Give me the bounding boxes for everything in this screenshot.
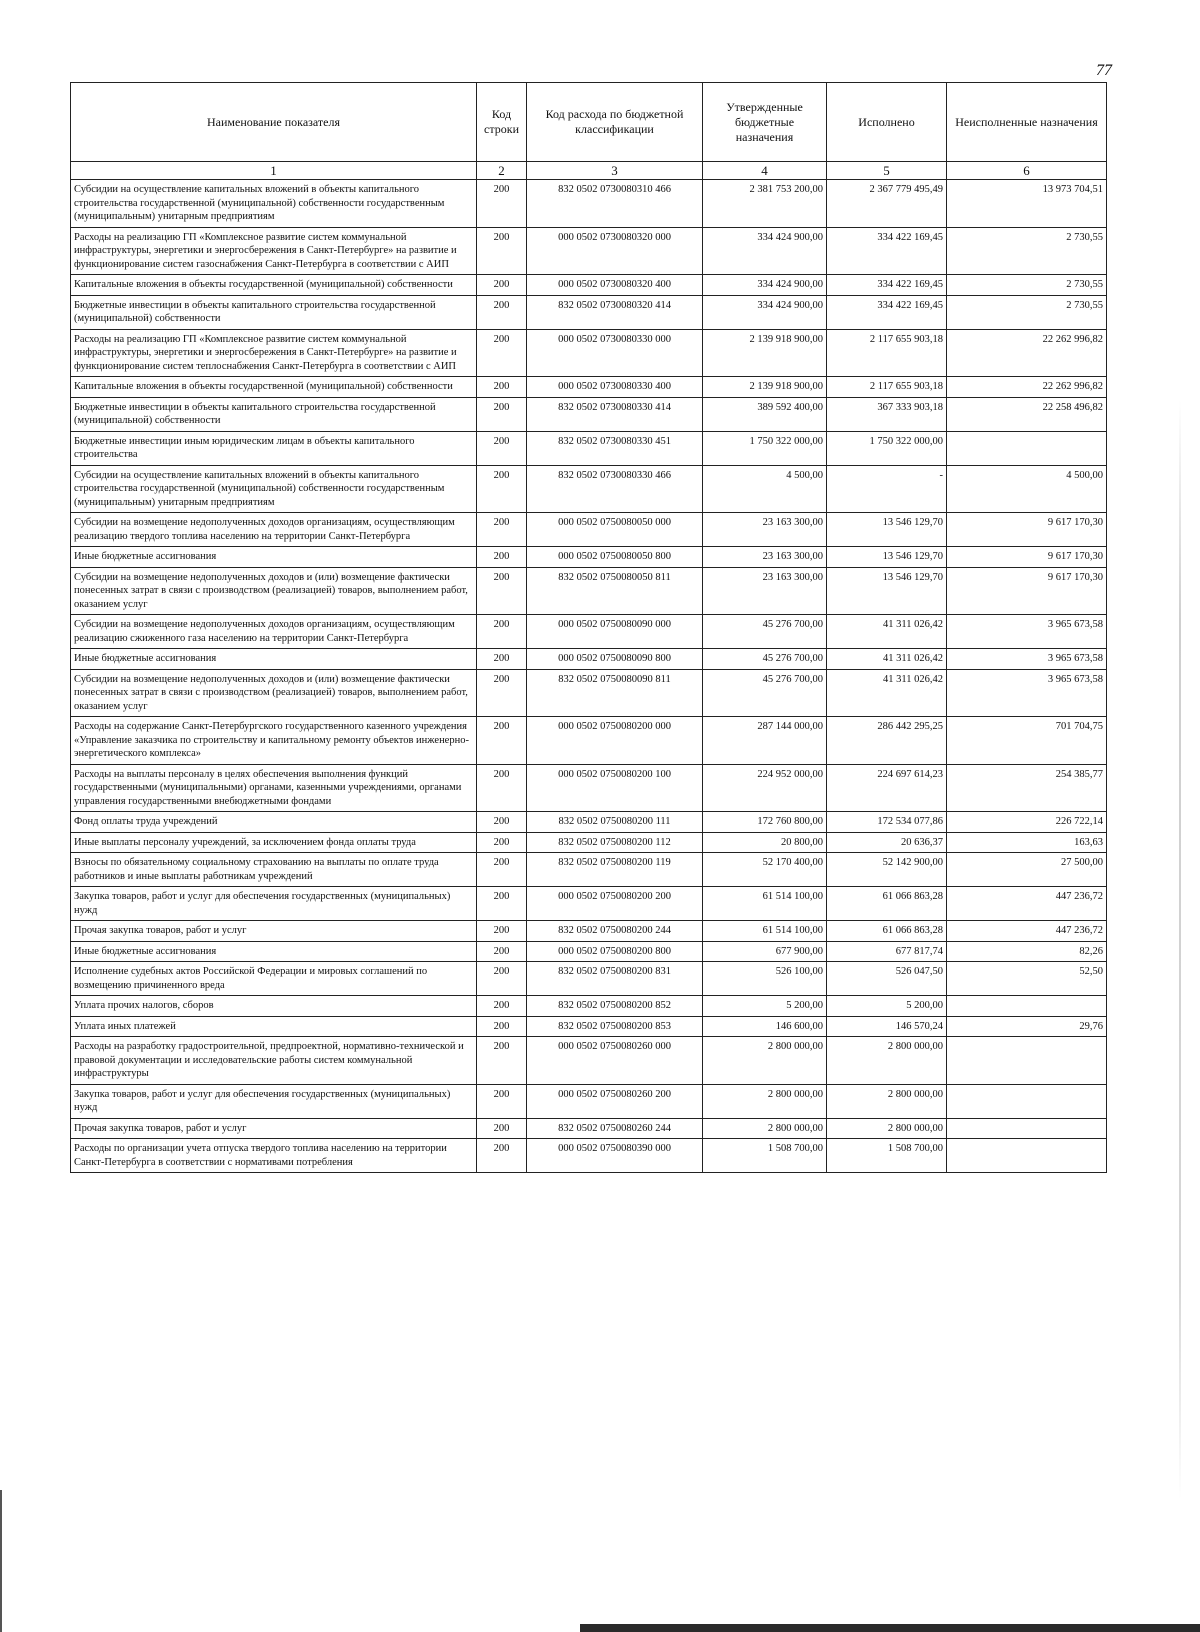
- row-name: Иные бюджетные ассигнования: [71, 649, 477, 670]
- executed-amount: 52 142 900,00: [827, 853, 947, 887]
- expense-code: 832 0502 0750080090 811: [527, 669, 703, 717]
- column-header-approved: Утвержденные бюджетные назначения: [703, 83, 827, 162]
- approved-amount: 2 381 753 200,00: [703, 180, 827, 228]
- executed-amount: 224 697 614,23: [827, 764, 947, 812]
- executed-amount: 5 200,00: [827, 996, 947, 1017]
- expense-code: 832 0502 0750080050 811: [527, 567, 703, 615]
- expense-code: 832 0502 0730080330 466: [527, 465, 703, 513]
- unexecuted-amount: [947, 996, 1107, 1017]
- scan-edge: [0, 1490, 2, 1632]
- unexecuted-amount: 82,26: [947, 941, 1107, 962]
- unexecuted-amount: 2 730,55: [947, 227, 1107, 275]
- approved-amount: 146 600,00: [703, 1016, 827, 1037]
- row-code: 200: [477, 996, 527, 1017]
- approved-amount: 2 800 000,00: [703, 1084, 827, 1118]
- executed-amount: 172 534 077,86: [827, 812, 947, 833]
- row-name: Расходы на разработку градостроительной, предпроектной, нормативно-технической и правовой документации и исследовательские работы систем коммунальной инфраструктуры: [71, 1037, 477, 1085]
- row-code: 200: [477, 717, 527, 765]
- expense-code: 832 0502 0750080200 852: [527, 996, 703, 1017]
- expense-code: 000 0502 0750080200 800: [527, 941, 703, 962]
- row-name: Расходы на выплаты персоналу в целях обеспечения выполнения функций государственными (муниципальными) органами, казенными учреждениями, органами управления государственными внебюджетными фондами: [71, 764, 477, 812]
- row-name: Исполнение судебных актов Российской Федерации и мировых соглашений по возмещению причиненного вреда: [71, 962, 477, 996]
- unexecuted-amount: 3 965 673,58: [947, 615, 1107, 649]
- executed-amount: 20 636,37: [827, 832, 947, 853]
- row-code: 200: [477, 615, 527, 649]
- expense-code: 832 0502 0730080330 451: [527, 431, 703, 465]
- executed-amount: 2 367 779 495,49: [827, 180, 947, 228]
- expense-code: 000 0502 0750080090 000: [527, 615, 703, 649]
- approved-amount: 61 514 100,00: [703, 921, 827, 942]
- row-name: Прочая закупка товаров, работ и услуг: [71, 1118, 477, 1139]
- expense-code: 000 0502 0750080200 000: [527, 717, 703, 765]
- table-row: [71, 1037, 1107, 1085]
- row-code: 200: [477, 465, 527, 513]
- expense-code: 000 0502 0750080200 200: [527, 887, 703, 921]
- approved-amount: 172 760 800,00: [703, 812, 827, 833]
- column-number: 5: [827, 162, 947, 180]
- executed-amount: 677 817,74: [827, 941, 947, 962]
- executed-amount: 1 750 322 000,00: [827, 431, 947, 465]
- column-header-row-code: Код строки: [477, 83, 527, 162]
- expense-code: 000 0502 0750080050 800: [527, 547, 703, 568]
- table-row: [71, 397, 1107, 431]
- expense-code: 000 0502 0750080050 000: [527, 513, 703, 547]
- row-name: Расходы на содержание Санкт-Петербургского государственного казенного учреждения «Управление заказчика по строительству и капитальному ремонту объектов инженерно-энергетического комплекса»: [71, 717, 477, 765]
- table-row: [71, 832, 1107, 853]
- table-row: [71, 717, 1107, 765]
- row-name: Бюджетные инвестиции иным юридическим лицам в объекты капитального строительства: [71, 431, 477, 465]
- approved-amount: 23 163 300,00: [703, 513, 827, 547]
- approved-amount: 20 800,00: [703, 832, 827, 853]
- row-name: Субсидии на возмещение недополученных доходов и (или) возмещение фактически понесенных затрат в связи с производством (реализацией) товаров, выполнением работ, оказанием услуг: [71, 669, 477, 717]
- approved-amount: 2 800 000,00: [703, 1118, 827, 1139]
- unexecuted-amount: 52,50: [947, 962, 1107, 996]
- row-code: 200: [477, 567, 527, 615]
- table-row: [71, 669, 1107, 717]
- unexecuted-amount: 3 965 673,58: [947, 669, 1107, 717]
- approved-amount: 334 424 900,00: [703, 295, 827, 329]
- expense-code: 832 0502 0750080200 831: [527, 962, 703, 996]
- row-code: 200: [477, 812, 527, 833]
- executed-amount: 146 570,24: [827, 1016, 947, 1037]
- row-code: 200: [477, 887, 527, 921]
- table-row: [71, 921, 1107, 942]
- row-name: Фонд оплаты труда учреждений: [71, 812, 477, 833]
- table-row: [71, 180, 1107, 228]
- approved-amount: 677 900,00: [703, 941, 827, 962]
- row-code: 200: [477, 377, 527, 398]
- executed-amount: 13 546 129,70: [827, 547, 947, 568]
- executed-amount: 367 333 903,18: [827, 397, 947, 431]
- unexecuted-amount: 447 236,72: [947, 921, 1107, 942]
- unexecuted-amount: 226 722,14: [947, 812, 1107, 833]
- approved-amount: 389 592 400,00: [703, 397, 827, 431]
- executed-amount: -: [827, 465, 947, 513]
- table-row: [71, 615, 1107, 649]
- table-row: [71, 329, 1107, 377]
- unexecuted-amount: 447 236,72: [947, 887, 1107, 921]
- table-row: [71, 1016, 1107, 1037]
- expense-code: 832 0502 0750080200 244: [527, 921, 703, 942]
- row-name: Расходы на реализацию ГП «Комплексное развитие систем коммунальной инфраструктуры, энергетики и энергосбережения в Санкт-Петербурге» на развитие и функционирование систем теплоснабжения Санкт-Петербурга в соответствии с АИП: [71, 329, 477, 377]
- row-name: Бюджетные инвестиции в объекты капитального строительства государственной (муниципальной) собственности: [71, 295, 477, 329]
- unexecuted-amount: [947, 1139, 1107, 1173]
- row-name: Расходы по организации учета отпуска твердого топлива населению на территории Санкт-Петербурга в соответствии с нормативами потребления: [71, 1139, 477, 1173]
- table-body: [71, 180, 1107, 1173]
- row-code: 200: [477, 180, 527, 228]
- approved-amount: 45 276 700,00: [703, 615, 827, 649]
- unexecuted-amount: [947, 1084, 1107, 1118]
- row-name: Субсидии на возмещение недополученных доходов и (или) возмещение фактически понесенных затрат в связи с производством (реализацией) товаров, выполнением работ, оказанием услуг: [71, 567, 477, 615]
- executed-amount: 2 800 000,00: [827, 1037, 947, 1085]
- expense-code: 000 0502 0750080390 000: [527, 1139, 703, 1173]
- table-row: [71, 1139, 1107, 1173]
- unexecuted-amount: 2 730,55: [947, 295, 1107, 329]
- approved-amount: 334 424 900,00: [703, 227, 827, 275]
- row-name: Расходы на реализацию ГП «Комплексное развитие систем коммунальной инфраструктуры, энергетики и энергосбережения в Санкт-Петербурге» на развитие и функционирование систем газоснабжения Санкт-Петербурга в соответствии с АИП: [71, 227, 477, 275]
- unexecuted-amount: 22 258 496,82: [947, 397, 1107, 431]
- unexecuted-amount: 9 617 170,30: [947, 547, 1107, 568]
- unexecuted-amount: [947, 431, 1107, 465]
- row-code: 200: [477, 1118, 527, 1139]
- column-number-row: [71, 162, 1107, 180]
- column-number: 3: [527, 162, 703, 180]
- table-row: [71, 567, 1107, 615]
- row-name: Прочая закупка товаров, работ и услуг: [71, 921, 477, 942]
- table-row: [71, 465, 1107, 513]
- row-code: 200: [477, 853, 527, 887]
- row-code: 200: [477, 275, 527, 296]
- unexecuted-amount: 27 500,00: [947, 853, 1107, 887]
- table-row: [71, 962, 1107, 996]
- unexecuted-amount: [947, 1118, 1107, 1139]
- approved-amount: 2 139 918 900,00: [703, 329, 827, 377]
- executed-amount: 2 800 000,00: [827, 1084, 947, 1118]
- unexecuted-amount: 9 617 170,30: [947, 513, 1107, 547]
- table-row: [71, 1118, 1107, 1139]
- row-code: 200: [477, 941, 527, 962]
- unexecuted-amount: 22 262 996,82: [947, 377, 1107, 398]
- table-row: [71, 1084, 1107, 1118]
- table-row: [71, 812, 1107, 833]
- unexecuted-amount: [947, 1037, 1107, 1085]
- expense-code: 832 0502 0750080260 244: [527, 1118, 703, 1139]
- table-row: [71, 377, 1107, 398]
- expense-code: 832 0502 0750080200 119: [527, 853, 703, 887]
- executed-amount: 334 422 169,45: [827, 275, 947, 296]
- unexecuted-amount: 13 973 704,51: [947, 180, 1107, 228]
- row-name: Взносы по обязательному социальному страхованию на выплаты по оплате труда работников и иные выплаты работникам учреждений: [71, 853, 477, 887]
- page-number: 77: [1096, 62, 1112, 79]
- approved-amount: 5 200,00: [703, 996, 827, 1017]
- row-code: 200: [477, 329, 527, 377]
- executed-amount: 334 422 169,45: [827, 227, 947, 275]
- row-code: 200: [477, 1016, 527, 1037]
- table-row: [71, 547, 1107, 568]
- table-row: [71, 887, 1107, 921]
- row-name: Субсидии на возмещение недополученных доходов организациям, осуществляющим реализацию твердого топлива населению на территории Санкт-Петербурга: [71, 513, 477, 547]
- unexecuted-amount: 22 262 996,82: [947, 329, 1107, 377]
- approved-amount: 45 276 700,00: [703, 669, 827, 717]
- approved-amount: 23 163 300,00: [703, 547, 827, 568]
- row-name: Субсидии на осуществление капитальных вложений в объекты капитального строительства государственной (муниципальной) собственности государственным (муниципальным) унитарным предприятиям: [71, 465, 477, 513]
- row-name: Закупка товаров, работ и услуг для обеспечения государственных (муниципальных) нужд: [71, 1084, 477, 1118]
- table-row: [71, 764, 1107, 812]
- approved-amount: 287 144 000,00: [703, 717, 827, 765]
- expense-code: 832 0502 0730080330 414: [527, 397, 703, 431]
- expense-code: 832 0502 0750080200 111: [527, 812, 703, 833]
- expense-code: 000 0502 0750080200 100: [527, 764, 703, 812]
- row-code: 200: [477, 1084, 527, 1118]
- table-row: [71, 941, 1107, 962]
- approved-amount: 52 170 400,00: [703, 853, 827, 887]
- table-row: [71, 853, 1107, 887]
- budget-execution-table: [70, 82, 1107, 1173]
- unexecuted-amount: 3 965 673,58: [947, 649, 1107, 670]
- executed-amount: 1 508 700,00: [827, 1139, 947, 1173]
- row-name: Уплата прочих налогов, сборов: [71, 996, 477, 1017]
- table-row: [71, 295, 1107, 329]
- approved-amount: 23 163 300,00: [703, 567, 827, 615]
- scan-edge: [1179, 400, 1181, 1500]
- unexecuted-amount: 701 704,75: [947, 717, 1107, 765]
- expense-code: 000 0502 0750080090 800: [527, 649, 703, 670]
- row-name: Капитальные вложения в объекты государственной (муниципальной) собственности: [71, 275, 477, 296]
- row-code: 200: [477, 547, 527, 568]
- expense-code: 000 0502 0750080260 200: [527, 1084, 703, 1118]
- executed-amount: 13 546 129,70: [827, 513, 947, 547]
- expense-code: 832 0502 0730080310 466: [527, 180, 703, 228]
- expense-code: 832 0502 0750080200 853: [527, 1016, 703, 1037]
- row-code: 200: [477, 921, 527, 942]
- table-row: [71, 513, 1107, 547]
- column-number: 2: [477, 162, 527, 180]
- column-header-executed: Исполнено: [827, 83, 947, 162]
- approved-amount: 1 508 700,00: [703, 1139, 827, 1173]
- column-header-kbk: Код расхода по бюджетной классификации: [527, 83, 703, 162]
- expense-code: 000 0502 0750080260 000: [527, 1037, 703, 1085]
- row-name: Закупка товаров, работ и услуг для обеспечения государственных (муниципальных) нужд: [71, 887, 477, 921]
- executed-amount: 13 546 129,70: [827, 567, 947, 615]
- executed-amount: 2 800 000,00: [827, 1118, 947, 1139]
- row-code: 200: [477, 962, 527, 996]
- row-name: Уплата иных платежей: [71, 1016, 477, 1037]
- expense-code: 000 0502 0730080320 400: [527, 275, 703, 296]
- row-name: Субсидии на осуществление капитальных вложений в объекты капитального строительства государственной (муниципальной) собственности государственным (муниципальным) унитарным предприятиям: [71, 180, 477, 228]
- row-name: Иные бюджетные ассигнования: [71, 547, 477, 568]
- column-number: 4: [703, 162, 827, 180]
- table-row: [71, 649, 1107, 670]
- row-code: 200: [477, 227, 527, 275]
- expense-code: 000 0502 0730080330 400: [527, 377, 703, 398]
- expense-code: 000 0502 0730080330 000: [527, 329, 703, 377]
- header-row: [71, 83, 1107, 162]
- row-code: 200: [477, 669, 527, 717]
- approved-amount: 45 276 700,00: [703, 649, 827, 670]
- executed-amount: 41 311 026,42: [827, 615, 947, 649]
- approved-amount: 1 750 322 000,00: [703, 431, 827, 465]
- executed-amount: 334 422 169,45: [827, 295, 947, 329]
- row-name: Иные бюджетные ассигнования: [71, 941, 477, 962]
- row-code: 200: [477, 1037, 527, 1085]
- executed-amount: 526 047,50: [827, 962, 947, 996]
- row-code: 200: [477, 649, 527, 670]
- approved-amount: 2 800 000,00: [703, 1037, 827, 1085]
- executed-amount: 286 442 295,25: [827, 717, 947, 765]
- column-header-name: Наименование показателя: [71, 83, 477, 162]
- row-code: 200: [477, 397, 527, 431]
- column-number: 1: [71, 162, 477, 180]
- executed-amount: 61 066 863,28: [827, 887, 947, 921]
- approved-amount: 4 500,00: [703, 465, 827, 513]
- executed-amount: 41 311 026,42: [827, 649, 947, 670]
- table-row: [71, 275, 1107, 296]
- row-name: Бюджетные инвестиции в объекты капитального строительства государственной (муниципальной) собственности: [71, 397, 477, 431]
- row-name: Иные выплаты персоналу учреждений, за исключением фонда оплаты труда: [71, 832, 477, 853]
- column-header-unexecuted: Неисполненные назначения: [947, 83, 1107, 162]
- scan-edge: [580, 1624, 1200, 1632]
- executed-amount: 2 117 655 903,18: [827, 329, 947, 377]
- unexecuted-amount: 254 385,77: [947, 764, 1107, 812]
- table-row: [71, 227, 1107, 275]
- row-code: 200: [477, 431, 527, 465]
- table-row: [71, 431, 1107, 465]
- executed-amount: 61 066 863,28: [827, 921, 947, 942]
- expense-code: 000 0502 0730080320 000: [527, 227, 703, 275]
- approved-amount: 61 514 100,00: [703, 887, 827, 921]
- expense-code: 832 0502 0730080320 414: [527, 295, 703, 329]
- unexecuted-amount: 29,76: [947, 1016, 1107, 1037]
- approved-amount: 224 952 000,00: [703, 764, 827, 812]
- approved-amount: 334 424 900,00: [703, 275, 827, 296]
- table-row: [71, 996, 1107, 1017]
- executed-amount: 2 117 655 903,18: [827, 377, 947, 398]
- row-code: 200: [477, 832, 527, 853]
- row-code: 200: [477, 1139, 527, 1173]
- expense-code: 832 0502 0750080200 112: [527, 832, 703, 853]
- unexecuted-amount: 2 730,55: [947, 275, 1107, 296]
- unexecuted-amount: 163,63: [947, 832, 1107, 853]
- row-name: Субсидии на возмещение недополученных доходов организациям, осуществляющим реализацию сжиженного газа населению на территории Санкт-Петербурга: [71, 615, 477, 649]
- approved-amount: 2 139 918 900,00: [703, 377, 827, 398]
- row-code: 200: [477, 295, 527, 329]
- column-number: 6: [947, 162, 1107, 180]
- unexecuted-amount: 4 500,00: [947, 465, 1107, 513]
- executed-amount: 41 311 026,42: [827, 669, 947, 717]
- unexecuted-amount: 9 617 170,30: [947, 567, 1107, 615]
- row-name: Капитальные вложения в объекты государственной (муниципальной) собственности: [71, 377, 477, 398]
- row-code: 200: [477, 513, 527, 547]
- row-code: 200: [477, 764, 527, 812]
- approved-amount: 526 100,00: [703, 962, 827, 996]
